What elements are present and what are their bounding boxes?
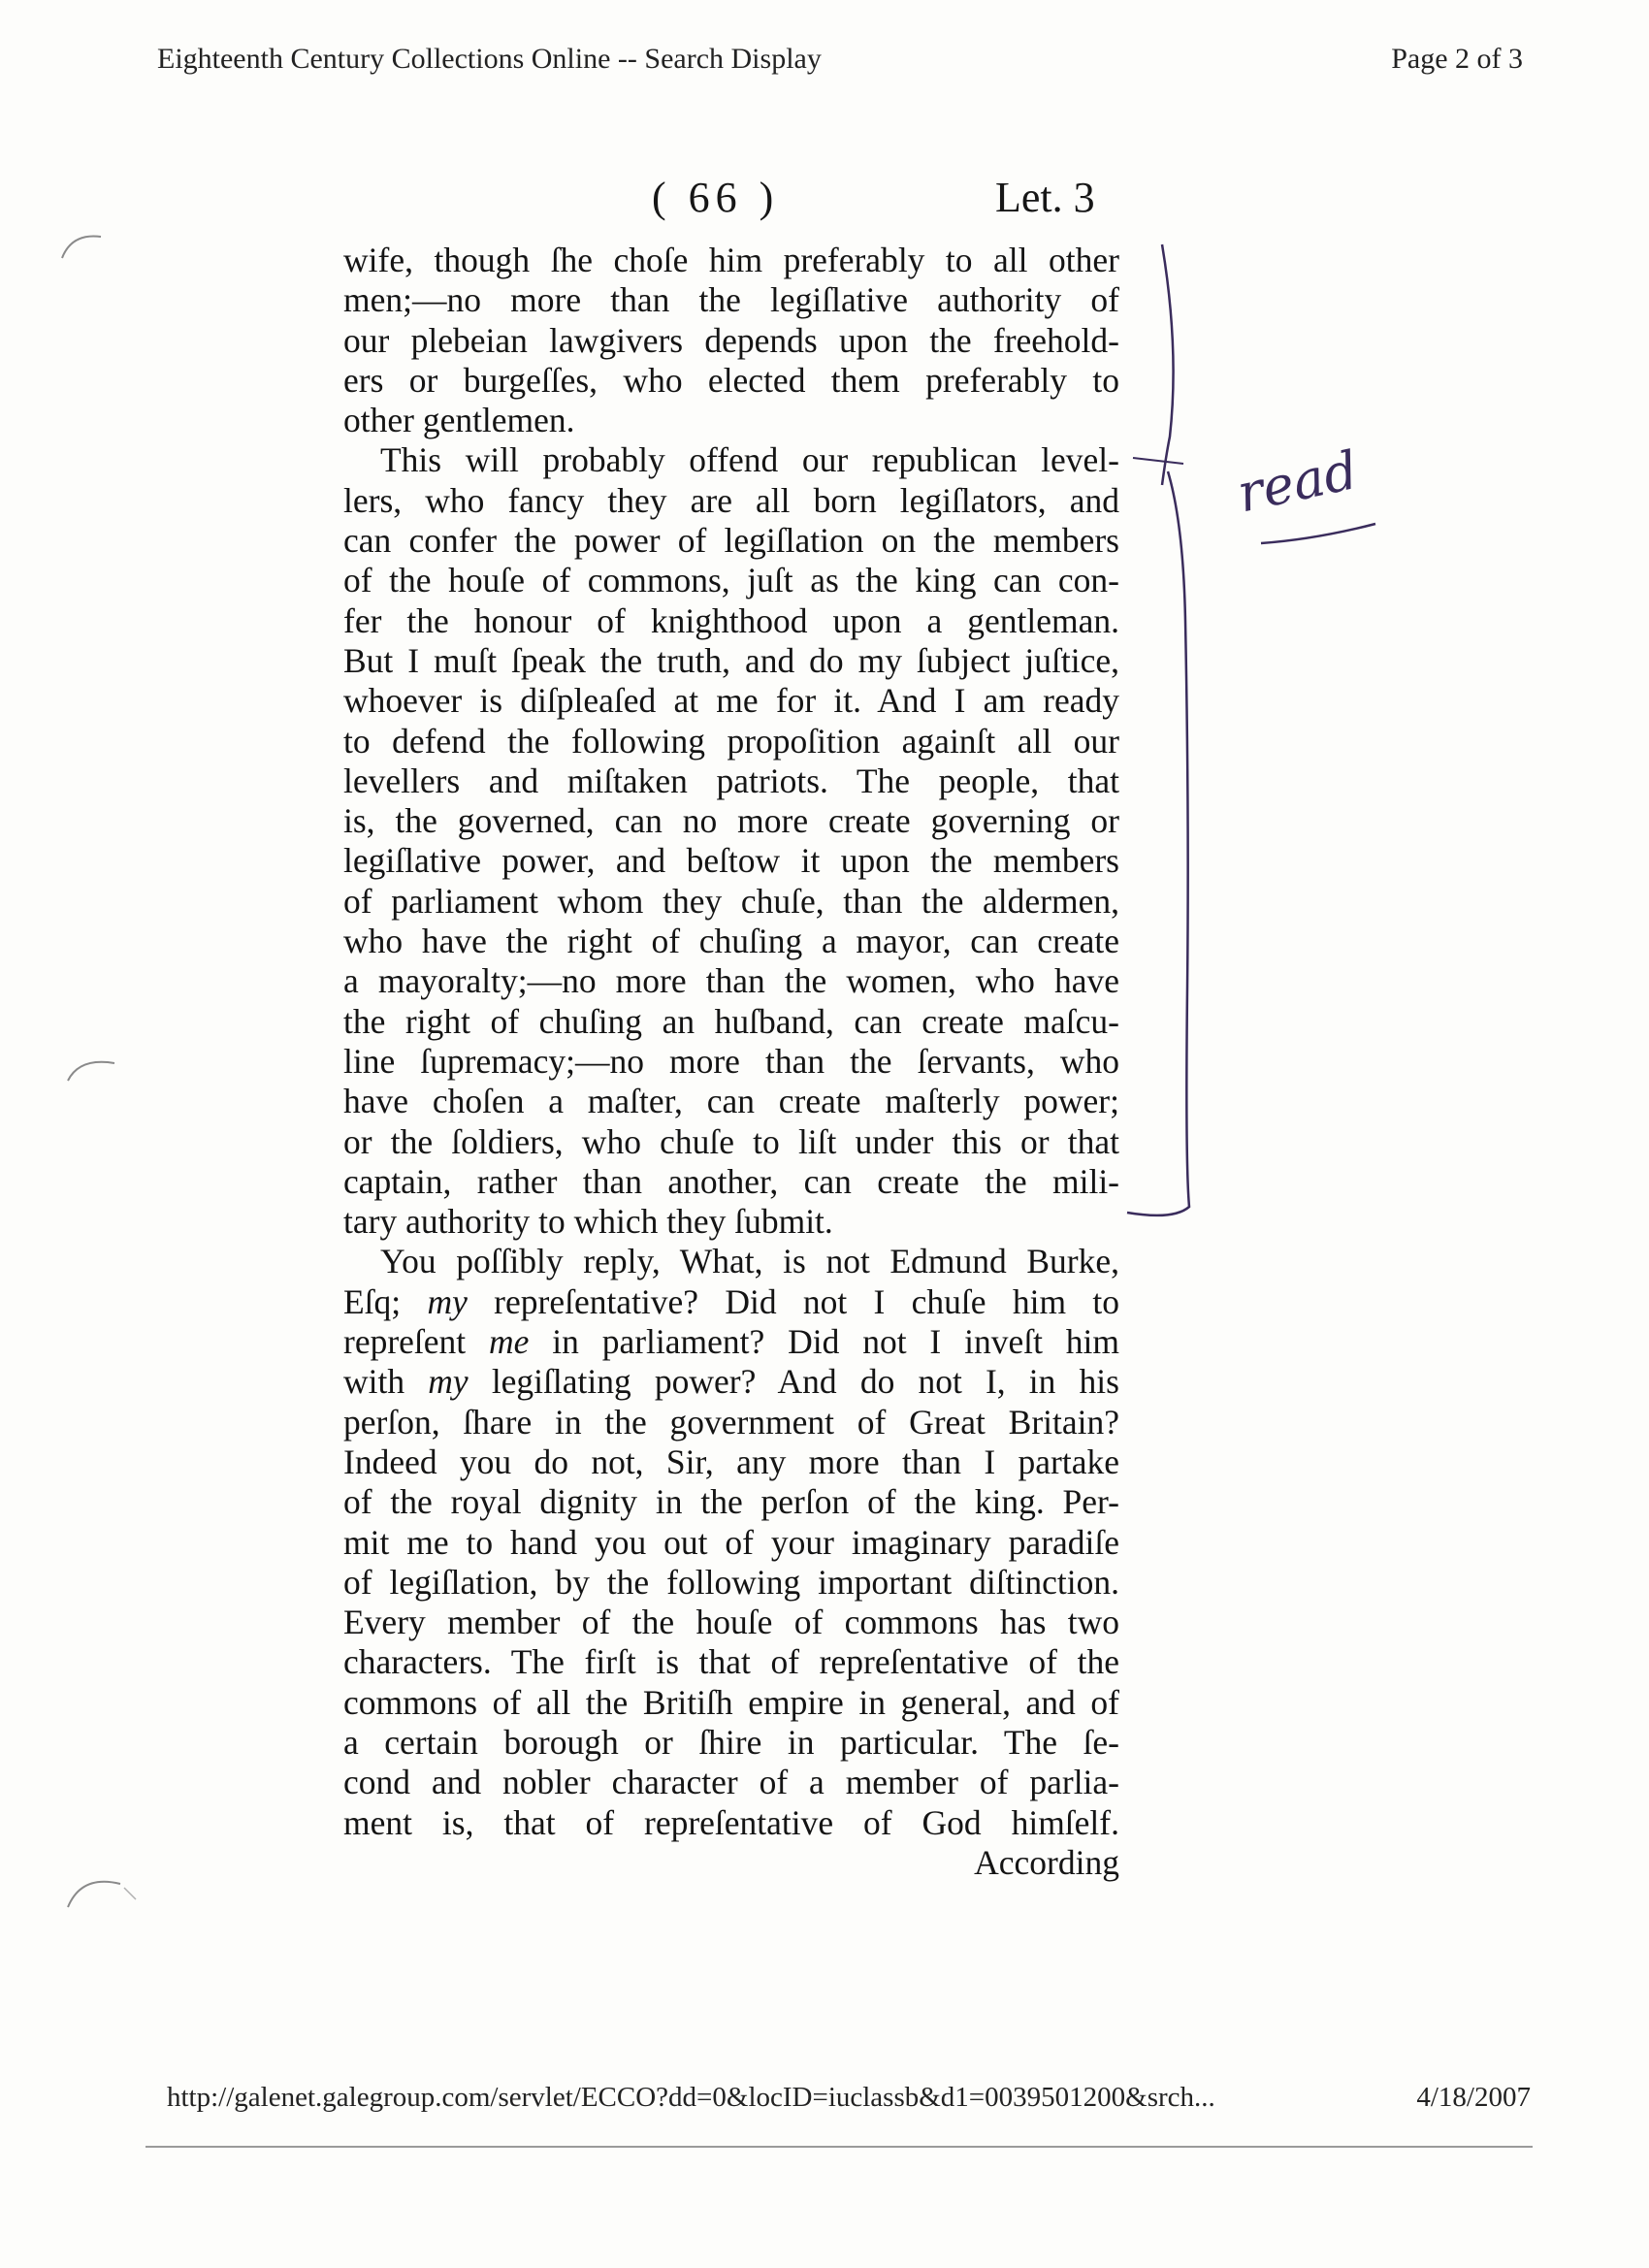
text-line [343, 1362, 1119, 1402]
text-line: But I muſt ſpeak the truth, and do my ſubject juſtice, [343, 640, 1119, 680]
document-title: Eighteenth Century Collections Online -- Search Display [157, 43, 822, 75]
print-date: 4/18/2007 [1416, 2082, 1531, 2113]
text-line: ment is, that of repreſentative of God himſelf. [343, 1802, 1119, 1842]
print-footer [167, 2082, 1531, 2121]
binder-hole-mark-bottom [64, 1870, 142, 1913]
handwritten-bracket [1116, 233, 1212, 1242]
text-line: ers or burgeſſes, who elected them preferably to [343, 360, 1119, 400]
text-line: men;—no more than the legiſlative authority of [343, 280, 1119, 320]
text-line: a mayoralty;—no more than the women, who have [343, 961, 1119, 1001]
handwritten-annotation: read [1232, 438, 1364, 525]
text-line: perſon, ſhare in the government of Great Britain? [343, 1402, 1119, 1442]
text-line: who have the right of chuſing a mayor, can create [343, 922, 1119, 961]
text-line: to defend the following propoſition againſt all our [343, 721, 1119, 761]
text-line: our plebeian lawgivers depends upon the freehold- [343, 320, 1119, 360]
text-line: a certain borough or ſhire in particular. The ſe- [343, 1722, 1119, 1762]
binder-hole-mark-top [58, 225, 107, 264]
text-line: line ſupremacy;—no more than the ſervants, who [343, 1041, 1119, 1081]
text-line: captain, rather than another, can create the mili- [343, 1161, 1119, 1201]
book-page-number: ( 66 ) [652, 174, 780, 221]
footer-divider [146, 2146, 1533, 2148]
text-fragment: in parliament? Did not I inveſt him [552, 1322, 1120, 1362]
text-line: Indeed you do not, Sir, any more than I partake [343, 1442, 1119, 1481]
text-line: legiſlative power, and beſtow it upon the members [343, 841, 1119, 881]
italic-word: me [489, 1322, 530, 1362]
text-line: of the royal dignity in the perſon of the king. Per- [343, 1482, 1119, 1522]
text-line: lers, who fancy they are all born legiſlators, and [343, 480, 1119, 520]
text-fragment: legiſlating power? And do not I, in his [491, 1362, 1119, 1402]
text-fragment: repreſent [343, 1322, 467, 1362]
text-line: other gentlemen. [343, 401, 575, 440]
annotation-underline [1257, 514, 1383, 553]
text-line: You poſſibly reply, What, is not Edmund Burke, [380, 1242, 1119, 1281]
catchword: According [974, 1842, 1119, 1882]
text-line: of parliament whom they chuſe, than the aldermen, [343, 881, 1119, 921]
text-line: wife, though ſhe choſe him preferably to all other [343, 241, 1119, 279]
print-header [157, 43, 1523, 81]
text-line [343, 1322, 1119, 1362]
text-line [343, 1282, 1119, 1322]
text-line: mit me to hand you out of your imaginary paradiſe [343, 1522, 1119, 1562]
source-url: http://galenet.galegroup.com/servlet/ECCO?dd=0&locID=iuclassb&d1=0039501200&srch... [167, 2082, 1215, 2113]
text-line: or the ſoldiers, who chuſe to liſt under this or that [343, 1121, 1119, 1161]
text-line: fer the honour of knighthood upon a gentleman. [343, 600, 1119, 640]
text-line: commons of all the Britiſh empire in general, and of [343, 1682, 1119, 1722]
text-line: have choſen a maſter, can create maſterly power; [343, 1082, 1119, 1121]
text-line: tary authority to which they ſubmit. [343, 1202, 833, 1242]
italic-word: my [428, 1362, 469, 1402]
letter-reference: Let. 3 [995, 174, 1095, 221]
book-text-body [343, 241, 1119, 1883]
text-line: cond and nobler character of a member of parlia- [343, 1763, 1119, 1802]
text-line: of the houſe of commons, juſt as the king can con- [343, 561, 1119, 600]
text-line: can confer the power of legiſlation on the members [343, 521, 1119, 561]
text-line: characters. The firſt is that of repreſentative of the [343, 1642, 1119, 1682]
text-line: is, the governed, can no more create governing or [343, 801, 1119, 841]
book-page-header [340, 173, 1125, 231]
page-indicator: Page 2 of 3 [1391, 43, 1523, 75]
text-line: whoever is diſpleaſed at me for it. And I am ready [343, 681, 1119, 721]
text-line: levellers and miſtaken patriots. The people, that [343, 761, 1119, 800]
text-fragment: Eſq; [343, 1281, 402, 1321]
text-line: the right of chuſing an huſband, can create maſcu- [343, 1001, 1119, 1041]
text-line: of legiſlation, by the following important diſtinction. [343, 1562, 1119, 1602]
italic-word: my [427, 1281, 468, 1321]
binder-hole-mark-middle [64, 1050, 118, 1088]
text-fragment: repreſentative? Did not I chuſe him to [494, 1281, 1119, 1321]
text-line: Every member of the houſe of commons has two [343, 1603, 1119, 1642]
text-line: This will probably offend our republican level- [380, 440, 1119, 480]
text-fragment: with [343, 1362, 405, 1402]
